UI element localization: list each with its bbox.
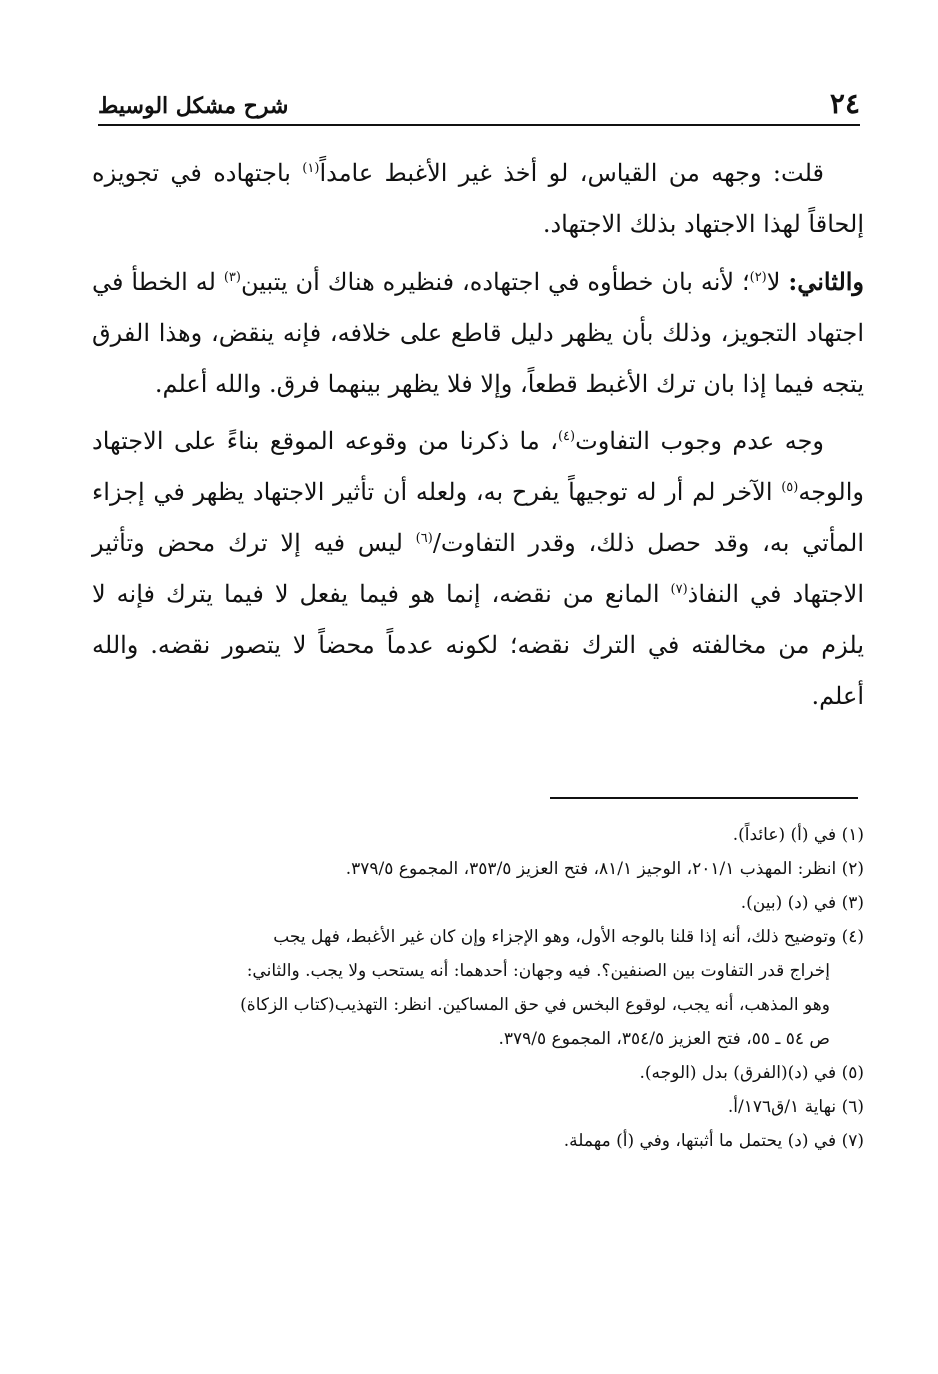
footnote-ref-6: (٦) (415, 531, 433, 546)
paragraph-2-label: والثاني: (788, 267, 865, 296)
paragraph-1-text: قلت: وجهه من القياس، لو أخذ غير الأغبط عامداً (319, 159, 824, 187)
running-title: شرح مشكل الوسيط (98, 93, 289, 119)
footnotes (92, 818, 864, 1158)
footnote-4-line3: وهو المذهب، أنه يجب، لوقوع البخس في حق المساكين. انظر: التهذيب(كتاب الزكاة) (240, 995, 830, 1015)
footnote-3: (٣) في (د) (بين). (740, 893, 864, 913)
paragraph-1 (92, 148, 864, 250)
paragraph-2-text-c: له الخطأ في اجتهاد التجويز، وذلك بأن يظهر دليل قاطع على خلافه، فإنه ينقض، وهذا الفرق يتجه فيما إذا بان ترك الأغبط قطعاً، وإلا فلا يظهر بينهما فرق. والله أعلم. (92, 268, 864, 398)
footnote-1: (١) في (أ) (عائداً). (732, 825, 864, 845)
footnote-4-line4: ص ٥٤ ـ ٥٥، فتح العزيز ٣٥٤/٥، المجموع ٣٧٩/٥. (498, 1029, 830, 1049)
paragraph-3 (92, 416, 864, 722)
footnote-separator (550, 797, 858, 799)
paragraph-2-text-b: ؛ لأنه بان خطأوه في اجتهاده، فنظيره هناك أن يتبين (240, 268, 750, 296)
footnote-2: (٢) انظر: المهذب ٢٠١/١، الوجيز ٨١/١، فتح العزيز ٣٥٣/٥، المجموع ٣٧٩/٥. (345, 859, 864, 879)
paragraph-3-text-b: ، ما ذكرنا من وقوعه الموقع بناءً على الاجتهاد والوجه (92, 427, 864, 506)
page-number: ٢٤ (829, 87, 860, 120)
paragraph-3-text-a: وجه عدم وجوب التفاوت (575, 427, 825, 455)
paragraph-1-text-end: باجتهاده في تجويزه (92, 159, 303, 187)
footnote-7: (٧) في (د) يحتمل ما أثبتها، وفي (أ) مهملة. (563, 1131, 864, 1151)
footnote-4-line2: إخراج قدر التفاوت بين الصنفين؟. فيه وجهان: أحدهما: أنه يستحب ولا يجب. والثاني: (246, 961, 830, 981)
footnote-ref-1: (١) (302, 161, 320, 176)
page-header (98, 88, 860, 126)
footnote-ref-4: (٤) (557, 429, 576, 444)
main-text (92, 148, 864, 722)
footnote-ref-2: (٢) (749, 270, 767, 285)
footnote-ref-7: (٧) (670, 582, 688, 597)
footnote-4: (٤) وتوضيح ذلك، أنه إذا قلنا بالوجه الأول، وهو الإجزاء وإن كان غير الأغبط، فهل يجب (273, 927, 864, 947)
footnote-6: (٦) نهاية ١/ق١٧٦/أ. (727, 1097, 864, 1117)
paragraph-3-text-e: المانع من نقضه، إنما هو فيما يفعل لا فيما يترك فإنه لا يلزم من مخالفته في الترك نقضه؛ لكونه عدماً محضاً لا يتصور نقضه. والله أعلم. (92, 580, 864, 710)
footnote-ref-3: (٣) (223, 270, 241, 285)
header-rule (98, 124, 860, 126)
paragraph-2-text-a: لا (766, 268, 789, 296)
footnote-ref-5: (٥) (781, 480, 799, 495)
paragraph-3-text-c: الآخر لم أر له توجيهاً يفرح به، ولعله أن تأثير الاجتهاد يظهر في إجزاء المأتي به، وقد حصل ذلك، وقدر التفاوت/ (92, 478, 864, 557)
paragraph-2 (92, 256, 864, 410)
footnote-5: (٥) في (د)(الفرق) بدل (الوجه). (639, 1063, 864, 1083)
paragraph-3-text-d: ليس فيه إلا ترك محض وتأثير الاجتهاد في النفاذ (92, 529, 864, 608)
paragraph-1-line2: إلحاقاً لهذا الاجتهاد بذلك الاجتهاد. (542, 210, 864, 238)
